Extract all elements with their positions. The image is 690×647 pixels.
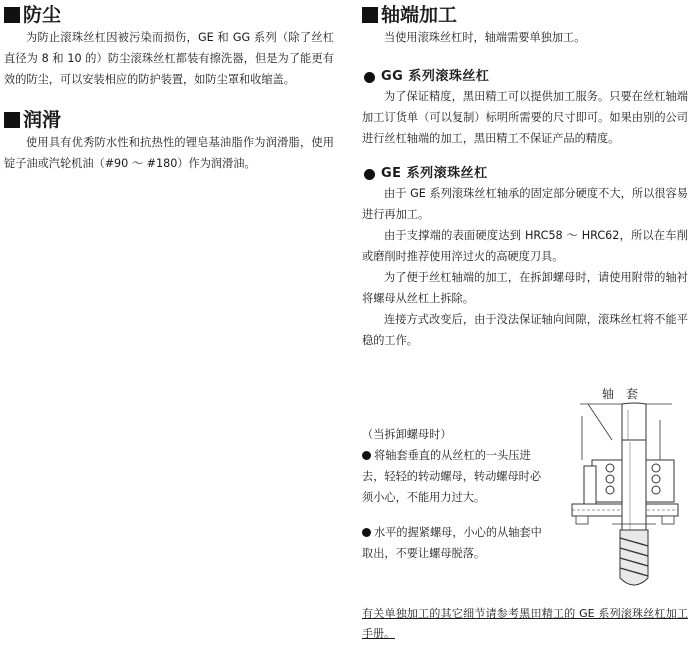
gg-heading [362,68,688,86]
left-column [4,0,334,174]
dust-body: 为防止滚珠丝杠因被污染而损伤，GE 和 GG 系列（除了丝杠直径为 8 和 10 的）防尘滚珠丝杠都装有擦洗器，但是为了能更有效的防尘，可以安装相应的防护装置，如防尘罩和收缩盖。 [4,31,334,86]
ge-paragraph: 由于 GE 系列滚珠丝杠轴承的固定部分硬度不大，所以很容易进行再加工。 [362,187,688,221]
shaft-end-heading [362,3,688,27]
shaft-end-intro: 当使用滚珠丝杠时，轴端需要单独加工。 [384,31,586,44]
removal-step-2 [362,522,550,564]
right-column [362,0,688,351]
ge-title: GE 系列滚珠丝杠 [381,166,488,181]
removal-instructions [362,424,550,564]
ge-paragraph: 由于支撑端的表面硬度达到 HRC58 ～ HRC62，所以在车削或磨削时推荐使用淬过火的高硬度刀具。 [362,229,688,263]
circle-bullet-icon [362,528,371,537]
footnote [362,604,688,644]
ge-heading [362,165,688,183]
removal-step-2-text: 水平的握紧螺母，小心的从轴套中取出，不要让螺母脱落。 [362,526,542,560]
removal-step-1 [362,445,550,508]
footnote-text: 有关单独加工的其它细节请参考黑田精工的 GE 系列滚珠丝杠加工手册。 [362,607,688,640]
sleeve-label: 轴 套 [601,387,639,401]
shaft-end-title: 轴端加工 [381,4,458,26]
ge-paragraph: 为了便于丝杠轴端的加工，在拆卸螺母时，请使用附带的轴衬将螺母从丝杠上拆除。 [362,271,688,305]
square-bullet-icon [4,112,20,128]
circle-bullet-icon [364,72,375,83]
circle-bullet-icon [364,169,375,180]
square-bullet-icon [362,7,378,23]
sleeve-drawing [550,380,690,595]
lubrication-body: 使用具有优秀防水性和抗热性的锂皂基油脂作为润滑脂，使用锭子油或汽轮机油（#90 ～ #180）作为润滑油。 [4,136,334,170]
circle-bullet-icon [362,451,371,460]
removal-step-1-text: 将轴套垂直的从丝杠的一头压进去，轻轻的转动螺母，转动螺母时必须小心，不能用力过大。 [362,449,542,504]
gg-title: GG 系列滚珠丝杠 [381,69,490,84]
ge-paragraph: 连接方式改变后，由于没法保证轴向间隙，滚珠丝杠将不能平稳的工作。 [362,313,688,347]
lubrication-heading [4,108,334,132]
gg-body: 为了保证精度，黑田精工可以提供加工服务。只要在丝杠轴端加工订货单（可以复制）标明所需要的尺寸即可。如果由别的公司进行丝杠轴端的加工，黑田精工不保证产品的精度。 [362,90,688,145]
removal-heading: （当拆卸螺母时） [362,428,452,441]
square-bullet-icon [4,7,20,23]
dust-title: 防尘 [23,4,62,26]
dust-heading [4,3,334,27]
lubrication-title: 润滑 [23,109,62,131]
